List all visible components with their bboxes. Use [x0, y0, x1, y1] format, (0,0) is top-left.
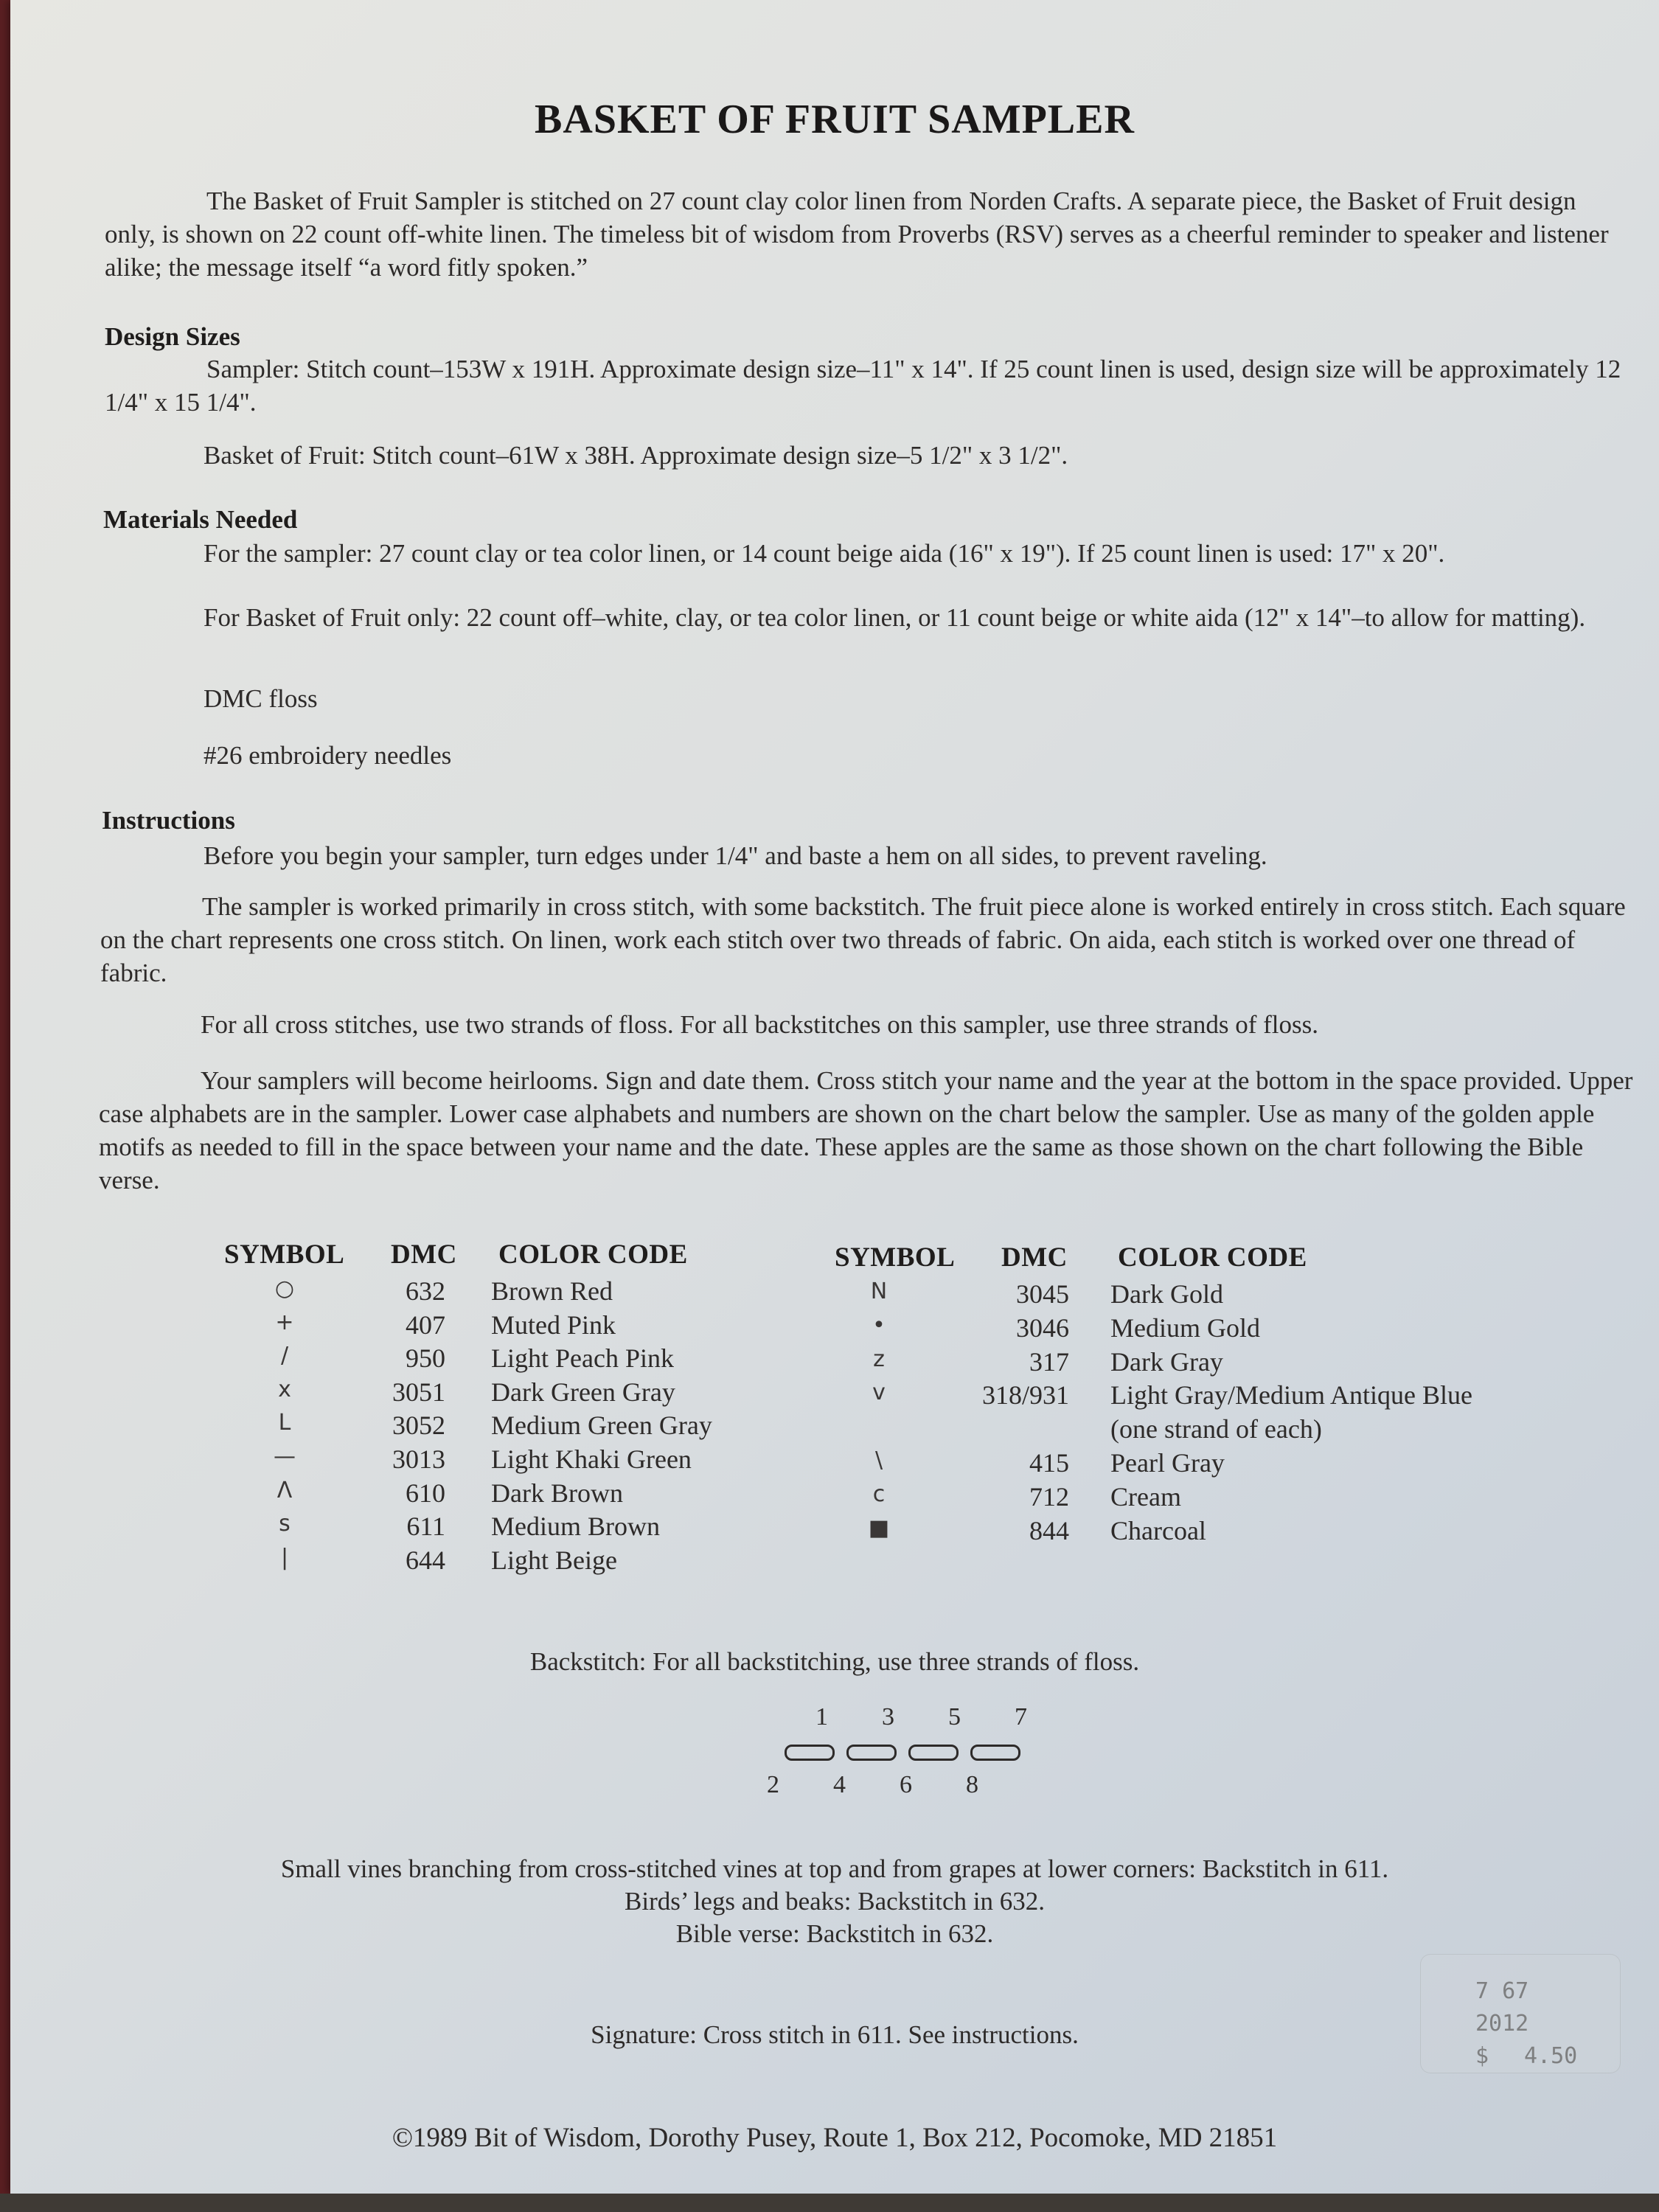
page-title: BASKET OF FRUIT SAMPLER	[535, 97, 1135, 142]
legend-symbol: /	[280, 1343, 289, 1369]
legend-symbol: x	[278, 1376, 291, 1402]
legend-color-name: Light Peach Pink	[491, 1343, 674, 1374]
legend-dmc-number: 3051	[392, 1377, 445, 1407]
stitch-number: 3	[882, 1703, 894, 1731]
legend-symbol: +	[275, 1309, 294, 1335]
legend-symbol: •	[872, 1312, 886, 1338]
legend-color-name: Pearl Gray	[1110, 1448, 1225, 1478]
legend-row	[224, 1343, 740, 1377]
price-sticker	[1420, 1954, 1621, 2073]
legend-dmc-number: 950	[406, 1343, 445, 1374]
legend-header-dmc: DMC	[1001, 1242, 1068, 1273]
background-surface	[0, 2194, 1659, 2212]
legend-dmc-number: 712	[1029, 1481, 1069, 1512]
legend-dmc-number: 318/931	[981, 1380, 1069, 1411]
legend-color-name: Dark Brown	[491, 1478, 623, 1508]
legend-dmc-number: 844	[1029, 1515, 1069, 1545]
backstitch-mark	[970, 1745, 1020, 1761]
pattern-page	[10, 0, 1659, 2194]
design-sizes-heading: Design Sizes	[105, 322, 240, 351]
legend-symbol: z	[873, 1346, 885, 1372]
legend-dmc-number: 415	[1029, 1448, 1069, 1478]
legend-color-name: Muted Pink	[491, 1310, 616, 1340]
legend-row	[835, 1447, 1572, 1481]
materials-floss: DMC floss	[204, 684, 318, 713]
legend-color-name: Light Gray/Medium Antique Blue	[1110, 1380, 1472, 1411]
legend-color-name: Brown Red	[491, 1276, 613, 1306]
stitch-number: 7	[1015, 1703, 1027, 1731]
legend-dmc-number: 407	[406, 1310, 445, 1340]
sticker-currency: $	[1475, 2043, 1489, 2069]
legend-symbol: N	[870, 1279, 888, 1304]
stitch-number: 5	[948, 1703, 961, 1731]
legend-row	[835, 1346, 1572, 1380]
legend-row	[835, 1380, 1572, 1413]
note-signature: Signature: Cross stitch in 611. See instructions.	[591, 2020, 1079, 2049]
legend-dmc-number: 3045	[1016, 1279, 1069, 1309]
legend-symbol: |	[280, 1544, 289, 1571]
legend-dmc-number: 3052	[392, 1411, 445, 1441]
color-legend-left	[224, 1239, 740, 1585]
legend-row	[224, 1410, 740, 1444]
legend-symbol: L	[278, 1410, 291, 1436]
legend-symbol: s	[279, 1511, 291, 1537]
sticker-price: 4.50	[1524, 2043, 1578, 2069]
stitch-number: 4	[833, 1771, 846, 1798]
legend-symbol: \	[874, 1447, 883, 1473]
legend-color-name: Dark Gray	[1110, 1346, 1223, 1377]
legend-dmc-number: 644	[406, 1545, 445, 1575]
design-size-basket: Basket of Fruit: Stitch count–61W x 38H. Approximate design size–5 1/2" x 3 1/2".	[204, 441, 1068, 470]
materials-heading: Materials Needed	[103, 505, 298, 534]
legend-symbol: v	[872, 1380, 886, 1406]
legend-header-dmc: DMC	[391, 1239, 457, 1270]
stitch-number: 6	[900, 1771, 912, 1798]
legend-symbol: c	[872, 1481, 886, 1507]
color-legend-right	[835, 1242, 1572, 1551]
legend-dmc-number: 3046	[1016, 1312, 1069, 1343]
instructions-p1: Before you begin your sampler, turn edges under 1/4" and baste a hem on all sides, to prevent raveling.	[204, 841, 1267, 870]
legend-header-color-code: COLOR CODE	[1118, 1242, 1307, 1273]
legend-color-name: Dark Gold	[1110, 1279, 1223, 1309]
stitch-number: 2	[767, 1771, 779, 1798]
legend-symbol: Λ	[276, 1477, 293, 1503]
instructions-heading: Instructions	[102, 806, 235, 835]
legend-color-name: Charcoal	[1110, 1515, 1206, 1545]
legend-row	[224, 1545, 740, 1579]
note-verse: Bible verse: Backstitch in 632.	[675, 1919, 994, 1948]
stitch-number: 1	[815, 1703, 828, 1731]
stitch-number: 8	[966, 1771, 978, 1798]
backstitch-note: Backstitch: For all backstitching, use three strands of floss.	[529, 1647, 1140, 1676]
legend-row	[835, 1312, 1572, 1346]
legend-dmc-number: 3013	[392, 1444, 445, 1474]
copyright-line: ©1989 Bit of Wisdom, Dorothy Pusey, Route 1, Box 212, Pocomoke, MD 21851	[392, 2123, 1278, 2153]
note-birds: Birds’ legs and beaks: Backstitch in 632.	[625, 1887, 1045, 1916]
legend-row	[224, 1310, 740, 1343]
legend-color-name: Dark Green Gray	[491, 1377, 675, 1407]
legend-header-symbol: SYMBOL	[835, 1242, 956, 1273]
legend-row	[224, 1444, 740, 1478]
legend-color-name: (one strand of each)	[1110, 1414, 1322, 1444]
legend-color-name: Cream	[1110, 1481, 1181, 1512]
legend-row	[835, 1279, 1572, 1312]
legend-row	[224, 1511, 740, 1545]
legend-row	[835, 1515, 1572, 1549]
backstitch-mark	[908, 1745, 959, 1761]
note-vines: Small vines branching from cross-stitched vines at top and from grapes at lower corners: Backstitch in 611.	[280, 1854, 1389, 1883]
legend-color-name: Medium Brown	[491, 1512, 660, 1542]
design-size-sampler: Sampler: Stitch count–153W x 191H. Approximate design size–11" x 14". If 25 count linen is used, design size will be approximately 12 1/4" x 15 1/4".	[105, 355, 1621, 417]
instructions-p3: For all cross stitches, use two strands of floss. For all backstitches on this sampler, use three strands of floss.	[201, 1010, 1319, 1039]
legend-color-name: Medium Green Gray	[491, 1411, 712, 1441]
intro-paragraph: The Basket of Fruit Sampler is stitched on 27 count clay color linen from Norden Crafts. A separate piece, the Basket of Fruit design only, is shown on 22 count off-white linen. The timeless bit of wisdom from Proverbs (RSV) serves as a cheerful reminder to speaker and listener alike; the message itself “a word fitly spoken.”	[105, 187, 1609, 282]
legend-color-name: Medium Gold	[1110, 1312, 1260, 1343]
backstitch-mark	[846, 1745, 897, 1761]
legend-symbol: ○	[274, 1276, 295, 1301]
legend-row	[224, 1276, 740, 1310]
legend-color-name: Light Khaki Green	[491, 1444, 692, 1474]
backstitch-diagram	[755, 1696, 1050, 1799]
instructions-p4: Your samplers will become heirlooms. Sign and date them. Cross stitch your name and the year at the bottom in the space provided. Upper case alphabets are in the sampler. Lower case alphabets and numbers are shown on the chart below the sampler. Use as many of the golden apple motifs as needed to fill in the space between your name and the date. These apples are the same as those shown on the chart following the Bible verse.	[99, 1066, 1633, 1194]
legend-header-color-code: COLOR CODE	[498, 1239, 688, 1270]
materials-needles: #26 embroidery needles	[204, 741, 452, 770]
legend-color-name: Light Beige	[491, 1545, 617, 1575]
legend-dmc-number: 317	[1029, 1346, 1069, 1377]
legend-row	[835, 1481, 1572, 1515]
legend-row	[224, 1377, 740, 1411]
legend-symbol: —	[274, 1444, 296, 1470]
sticker-year: 2012	[1475, 2011, 1529, 2037]
legend-dmc-number: 632	[406, 1276, 445, 1306]
backstitch-mark	[785, 1745, 835, 1761]
materials-sampler: For the sampler: 27 count clay or tea color linen, or 14 count beige aida (16" x 19"). If 25 count linen is used: 17" x 20".	[204, 539, 1445, 568]
legend-dmc-number: 611	[406, 1512, 445, 1542]
legend-dmc-number: 610	[406, 1478, 445, 1508]
sticker-code: 7 67	[1475, 1978, 1529, 2004]
legend-row	[835, 1413, 1572, 1447]
materials-basket: For Basket of Fruit only: 22 count off–white, clay, or tea color linen, or 11 count beige or white aida (12" x 14"–to allow for matting).	[204, 603, 1586, 632]
instructions-p2: The sampler is worked primarily in cross stitch, with some backstitch. The fruit piece alone is worked entirely in cross stitch. Each square on the chart represents one cross stitch. On linen, work each stitch over two threads of fabric. On aida, each stitch is worked over one thread of fabric.	[100, 892, 1626, 987]
legend-symbol: ■	[868, 1514, 890, 1541]
legend-header-symbol: SYMBOL	[224, 1239, 345, 1270]
legend-row	[224, 1478, 740, 1512]
